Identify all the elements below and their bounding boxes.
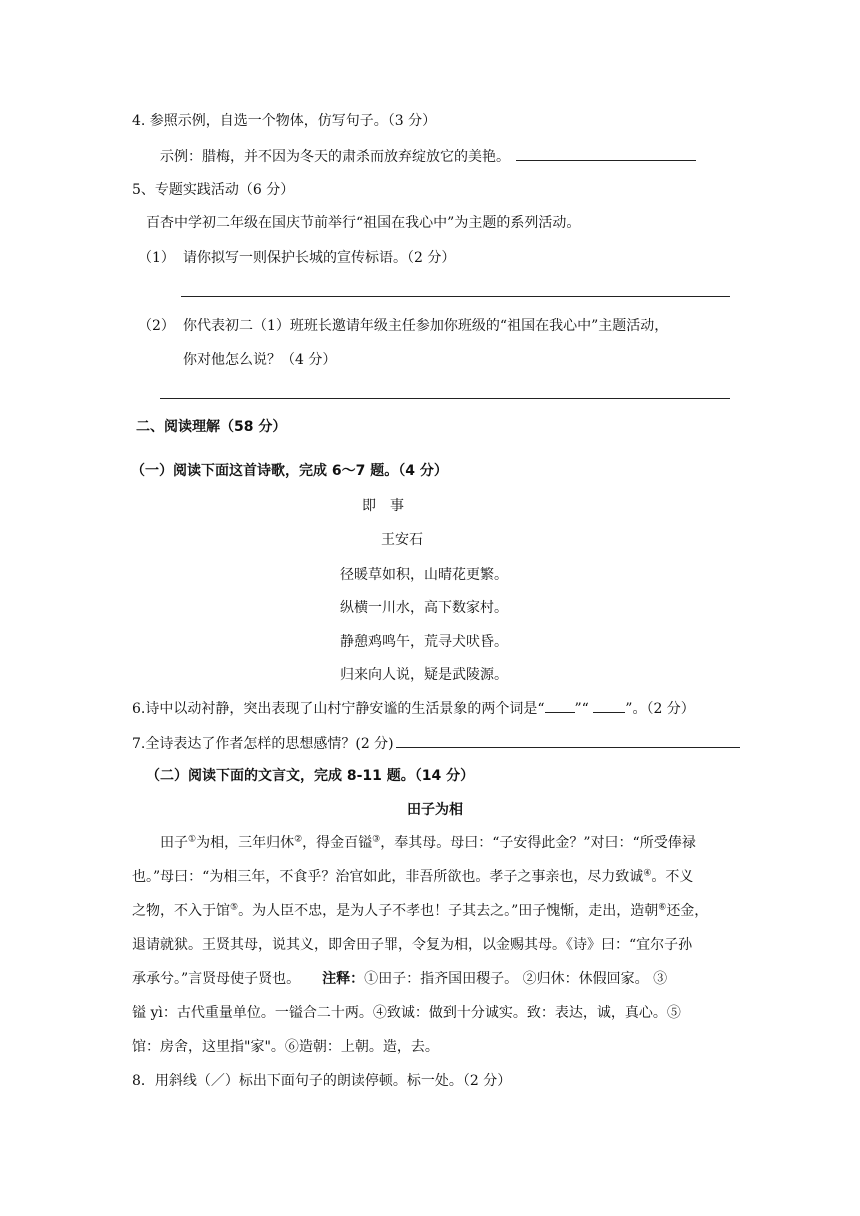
note-marker: ⑥	[658, 902, 667, 913]
note-marker: ④	[643, 868, 652, 879]
text-span: 。不义	[651, 869, 694, 885]
note-marker: ②	[294, 834, 303, 845]
q4-answer-blank[interactable]	[516, 146, 696, 161]
classical-text-line	[132, 867, 693, 887]
q5-part2-text-cont: 你对他怎么说？（4 分）	[183, 352, 337, 368]
note-marker: ⑤	[230, 902, 239, 913]
text-span: 为相，三年归休	[196, 835, 295, 851]
q8-question: 8．用斜线（／）标出下面句子的朗读停顿。标一处。（2 分）	[132, 1073, 512, 1089]
note-marker: ③	[372, 834, 381, 845]
q5-title: 5、专题实践活动（6 分）	[132, 182, 295, 198]
text-span: 之物，不入于馆	[132, 903, 230, 919]
q4-question: 4. 参照示例，自选一个物体，仿写句子。（3 分）	[132, 113, 437, 129]
poem-title: 即 事	[362, 498, 404, 514]
q7-line	[132, 733, 740, 754]
poem-author: 王安石	[381, 532, 423, 548]
q6-line	[132, 698, 695, 719]
q7-answer-blank[interactable]	[396, 733, 740, 748]
text-span: ，得金百镒	[302, 835, 373, 851]
q6-text-end: ”。（2 分）	[625, 701, 695, 717]
poem-line: 归来向人说，疑是武陵源。	[340, 667, 508, 683]
q5-part2-answer-line[interactable]	[160, 398, 730, 399]
classical-text-title: 田子为相	[407, 802, 463, 818]
q5-part1-answer-line[interactable]	[181, 296, 730, 297]
classical-text-line	[132, 901, 708, 921]
text-span: 还金，	[666, 903, 709, 919]
poem-line: 静憩鸡鸣午，荒寻犬吠昏。	[340, 634, 508, 650]
classical-text-line	[132, 969, 667, 989]
notes-line: 馆：房舍，这里指"家"。⑥造朝：上朝。造，去。	[132, 1039, 439, 1055]
text-span: 退请就狱。王贤其母，说其义，即舍田子罪，令复为相，以金赐其母。《诗》曰：“宜尔子孙	[132, 937, 693, 953]
notes-label: 注释：	[322, 971, 365, 987]
poem-line: 纵横一川水，高下数家村。	[340, 600, 508, 616]
q6-text-mid: ”“	[574, 701, 594, 717]
poem-line: 径暖草如积，山晴花更繁。	[340, 567, 508, 583]
q5-intro: 百杏中学初二年级在国庆节前举行“祖国在我心中”为主题的系列活动。	[146, 215, 581, 231]
notes-text: ①田子：指齐国田稷子。 ②归休：休假回家。 ③	[364, 971, 668, 987]
classical-text-line	[160, 833, 696, 853]
q5-part2-number: （2）	[138, 318, 175, 334]
q6-blank-2[interactable]	[593, 698, 625, 713]
q4-example-line	[160, 146, 696, 167]
q5-part1-text: 请你拟写一则保护长城的宣传标语。（2 分）	[183, 250, 456, 266]
q7-text: 7.全诗表达了作者怎样的思想感情？(2 分)	[132, 736, 394, 752]
q4-example: 示例：腊梅，并不因为冬天的肃杀而放弃绽放它的美艳。	[160, 149, 510, 165]
q5-part1-number: （1）	[138, 250, 175, 266]
text-span: 也。”母曰：“为相三年，不食乎？治官如此，非吾所欲也。孝子之事亲也，尽力致诚	[132, 869, 644, 885]
part2-title: （二）阅读下面的文言文，完成 8-11 题。（14 分）	[146, 768, 475, 784]
q5-part2-text: 你代表初二（1）班班长邀请年级主任参加你班级的“祖国在我心中”主题活动，	[183, 318, 669, 334]
part1-title: （一）阅读下面这首诗歌，完成 6～7 题。（4 分）	[131, 463, 448, 479]
text-span: 。为人臣不忠，是为人子不孝也！子其去之。”田子愧惭，走出，造朝	[238, 903, 659, 919]
classical-text-line	[132, 935, 692, 955]
text-span: 田子	[160, 835, 188, 851]
text-span: ，奉其母。母曰：“子安得此金？”对曰：“所受俸禄	[380, 835, 696, 851]
section2-title: 二、阅读理解（58 分）	[136, 419, 287, 435]
q6-blank-1[interactable]	[545, 698, 575, 713]
note-marker: ①	[188, 834, 197, 845]
text-span: 承承兮。”言贤母使子贤也。	[132, 971, 301, 987]
q6-text: 6.诗中以动衬静，突出表现了山村宁静安谧的生活景象的两个词是“	[132, 701, 545, 717]
notes-line: 镒 yì：古代重量单位。一镒合二十两。④致诚：做到十分诚实。致：表达，诚，真心。⑤	[132, 1005, 681, 1021]
